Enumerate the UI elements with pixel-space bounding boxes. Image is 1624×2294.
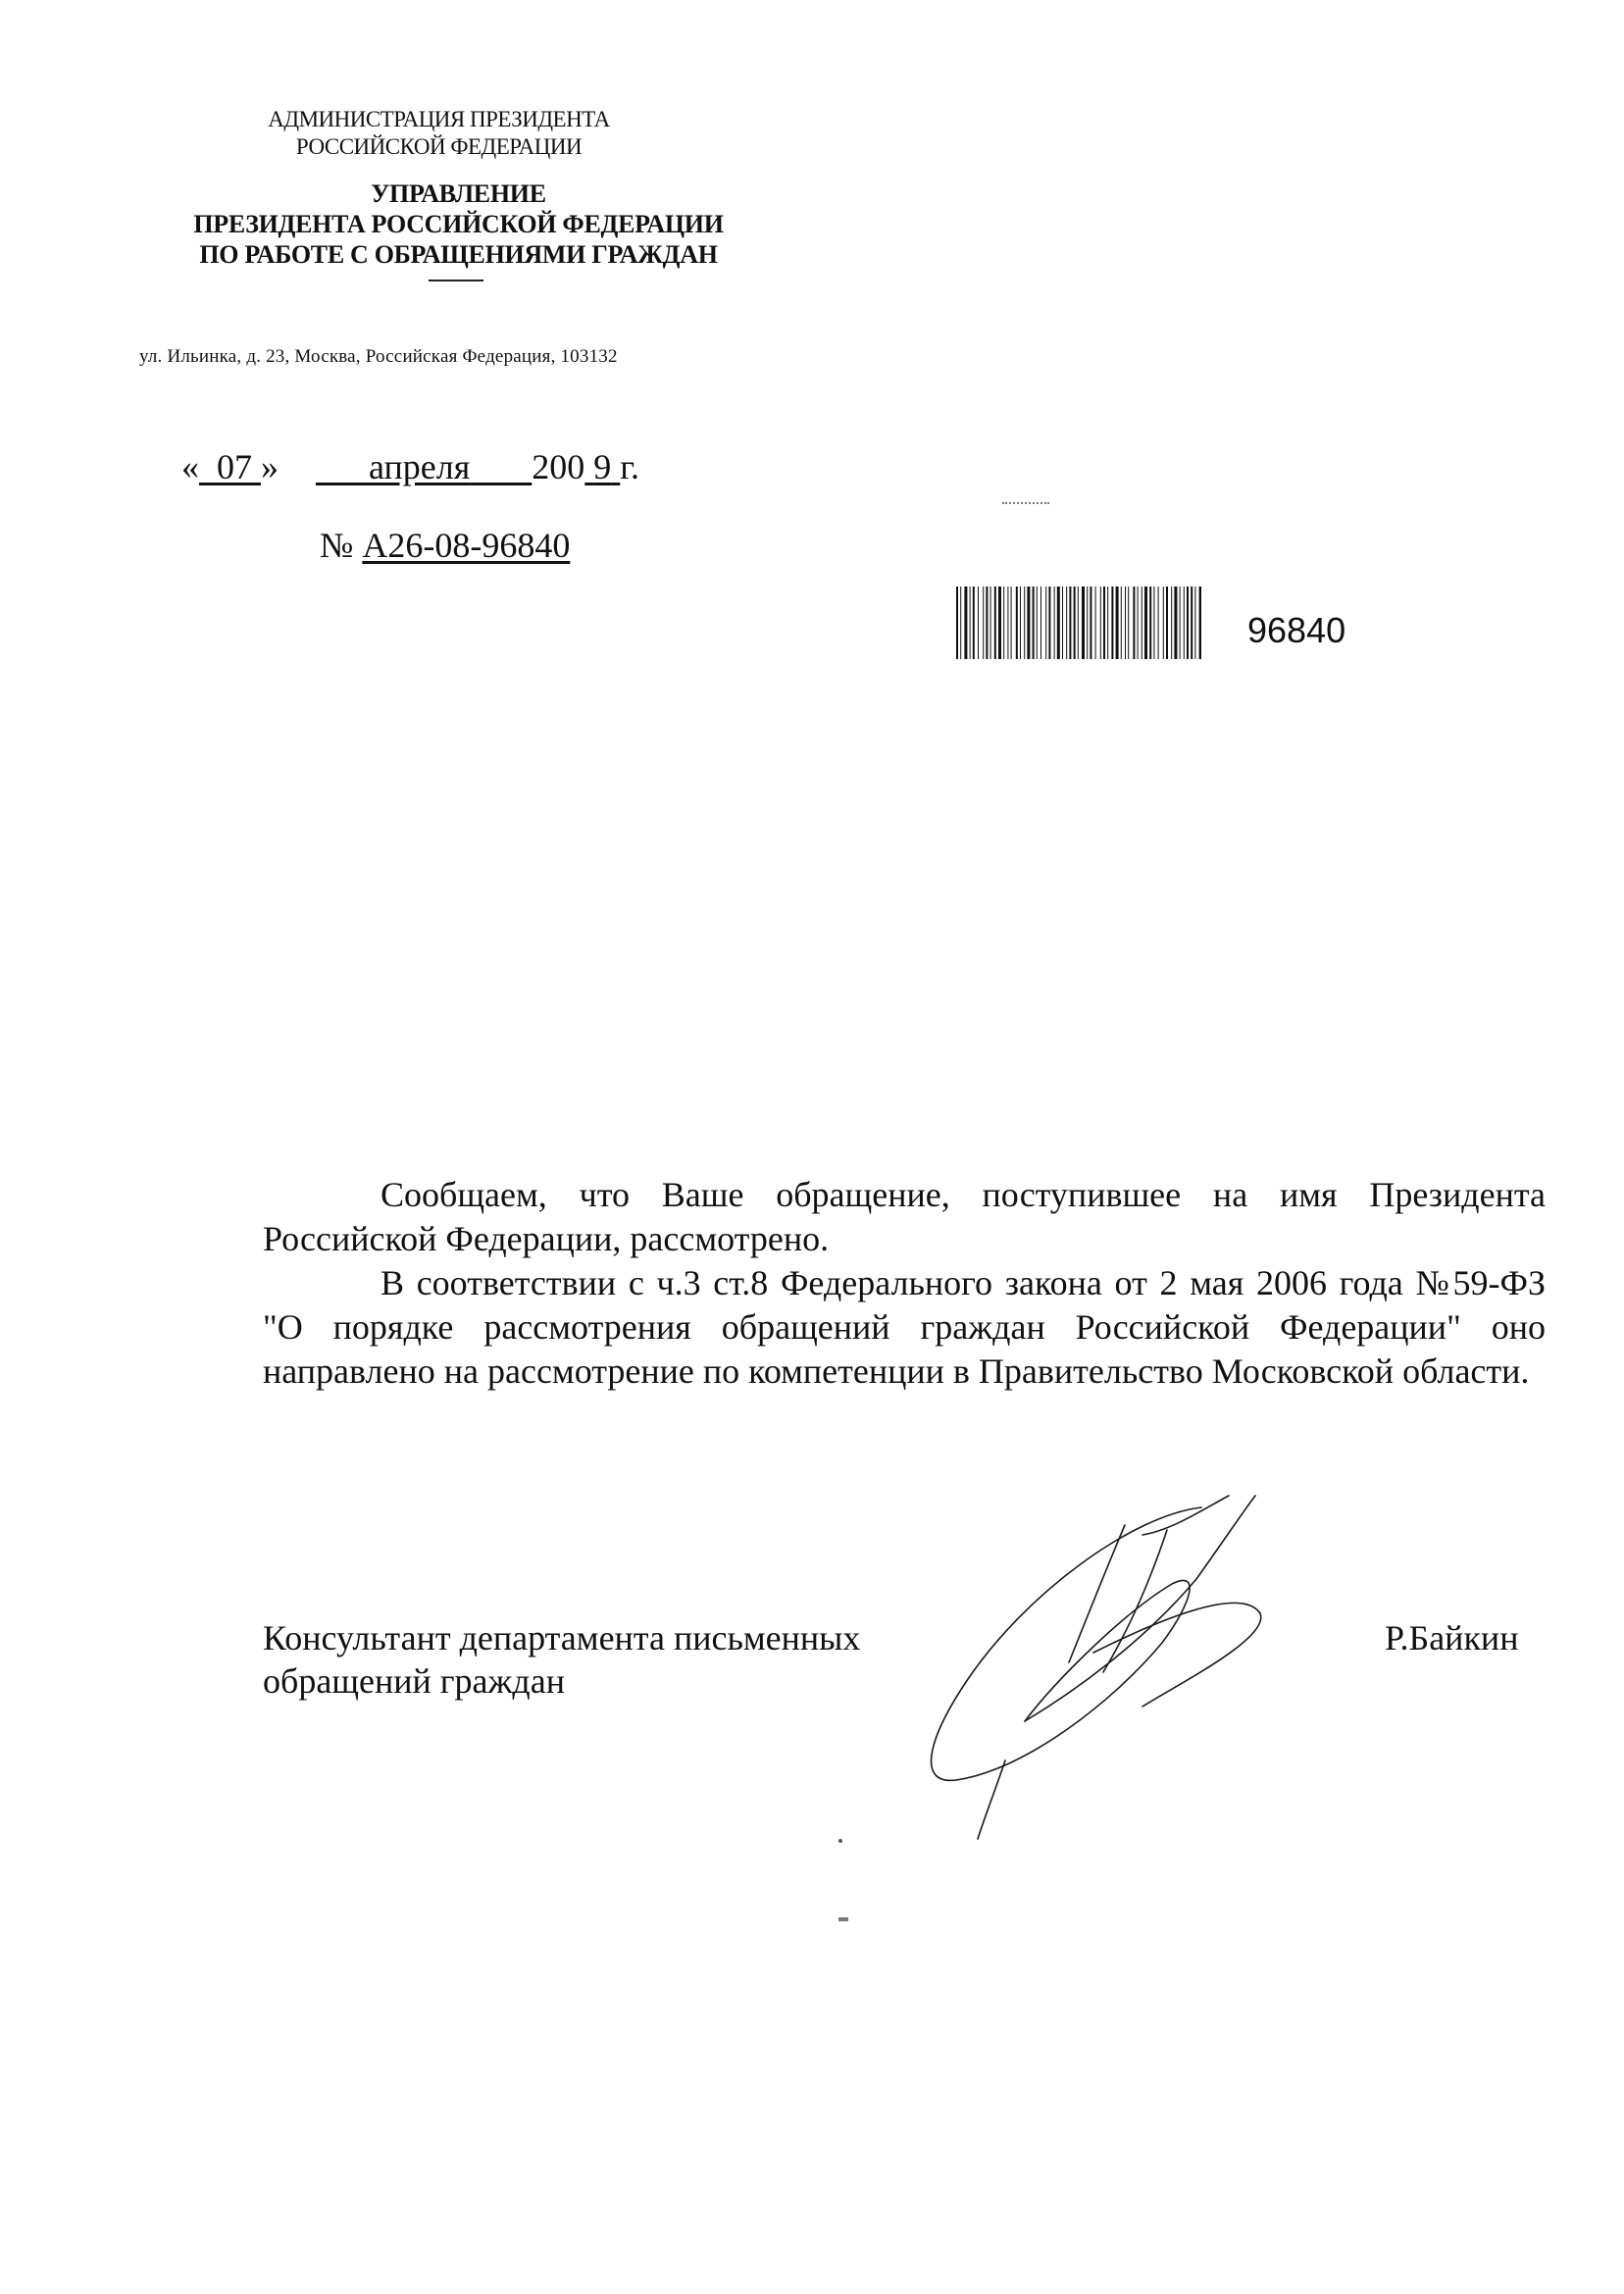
barcode-bar [1054,586,1055,659]
barcode-bar [1144,586,1147,659]
barcode-bar [1133,586,1135,659]
signer-position-line-2: обращений граждан [263,1661,565,1701]
header-block [118,106,804,281]
date-open-quote: « [181,447,199,486]
barcode-bar [1138,586,1139,659]
barcode-bar [1062,586,1063,659]
reference-number [320,525,570,566]
barcode-bar [1007,586,1008,659]
barcode-bar [1121,586,1122,659]
barcode-bar [1045,586,1046,659]
date-row [181,446,639,487]
number-sign: № [320,526,354,565]
letter-body [263,1173,1546,1394]
barcode-bar [998,586,1001,659]
department-line-1: УПРАВЛЕНИЕ [371,179,546,208]
header-divider [429,280,483,281]
date-day: 07 [217,447,252,486]
barcode-bar [1128,586,1129,659]
barcode-bar [1180,586,1181,659]
barcode-bar [1087,586,1088,659]
barcode-bar [1171,586,1172,659]
barcode-bar [978,586,979,659]
administration-line-1: АДМИНИСТРАЦИЯ ПРЕЗИДЕНТА [268,107,610,131]
department-line-3: ПО РАБОТЕ С ОБРАЩЕНИЯМИ ГРАЖДАН [199,240,718,269]
barcode [956,586,1201,659]
barcode-bar [990,586,991,659]
date-month: апреля [369,447,471,486]
barcode-bar [1011,586,1012,659]
barcode-bar [1174,586,1177,659]
scan-mark [838,1917,848,1921]
address: ул. Ильинка, д. 23, Москва, Российская Федерация, 103132 [139,346,618,367]
barcode-bar [1153,586,1154,659]
date-year-prefix: 200 [532,447,585,486]
barcode-bar [1040,586,1041,659]
signer-name: Р.Байкин [1385,1618,1519,1657]
barcode-bar [983,586,984,659]
barcode-bar [1107,586,1108,659]
handwritten-signature [907,1476,1319,1849]
barcode-number: 96840 [1247,610,1346,650]
barcode-bar [1166,586,1168,659]
body-paragraph-1: Сообщаем, что Ваше обращение, поступившее на имя Президента Российской Федерации, рассмотрено. [263,1175,1546,1258]
date-close-quote: » [261,447,279,486]
barcode-bar [973,586,975,659]
barcode-bar [1163,586,1164,659]
barcode-graphic [956,586,1201,659]
barcode-bar [1090,586,1091,659]
barcode-bar [1184,586,1185,659]
administration-line-2: РОССИЙСКОЙ ФЕДЕРАЦИИ [295,134,583,159]
barcode-bar [1125,586,1126,659]
barcode-bar [1037,586,1038,659]
barcode-bar [994,586,996,659]
barcode-bar [1111,586,1113,659]
barcode-bar [1199,586,1201,659]
barcode-bar [956,586,958,659]
barcode-bar [960,586,961,659]
date-year-suffix: г. [620,447,639,486]
barcode-bar [1095,586,1096,659]
barcode-bar [1033,586,1035,659]
body-paragraph-2: В соответствии с ч.3 ст.8 Федерального закона от 2 мая 2006 года №59-ФЗ "О порядке рассмотрения обращений граждан Российской Федерации" оно направлено на рассмотрение по компетенции в Правительство Московской области. [263,1263,1546,1391]
barcode-bar [1149,586,1151,659]
signer-position-line-1: Консультант департамента письменных [263,1618,861,1657]
barcode-bar [1020,586,1021,659]
barcode-bar [1103,586,1105,659]
barcode-bar [1066,586,1067,659]
barcode-bar [1078,586,1079,659]
barcode-bar [1191,586,1193,659]
scan-mark [1002,502,1049,506]
barcode-bar [1116,586,1119,659]
barcode-bar [964,586,967,659]
barcode-bar [1027,586,1030,659]
barcode-bar [1048,586,1050,659]
reference-value: А26-08-96840 [362,526,571,565]
barcode-bar [1074,586,1076,659]
barcode-bar [1187,586,1189,659]
barcode-bar [1100,586,1101,659]
scan-mark [838,1839,842,1843]
barcode-bar [986,586,988,659]
barcode-bar [1158,586,1159,659]
barcode-bar [1057,586,1060,659]
barcode-bar [1003,586,1004,659]
barcode-bar [1016,586,1018,659]
barcode-bar [1069,586,1071,659]
barcode-bar [970,586,971,659]
barcode-bar [1024,586,1025,659]
barcode-bar [1082,586,1085,659]
signer-position [263,1616,860,1703]
barcode-bar [1194,586,1195,659]
department-line-2: ПРЕЗИДЕНТА РОССИЙСКОЙ ФЕДЕРАЦИИ [193,210,724,238]
date-year-digit: 9 [593,447,612,486]
